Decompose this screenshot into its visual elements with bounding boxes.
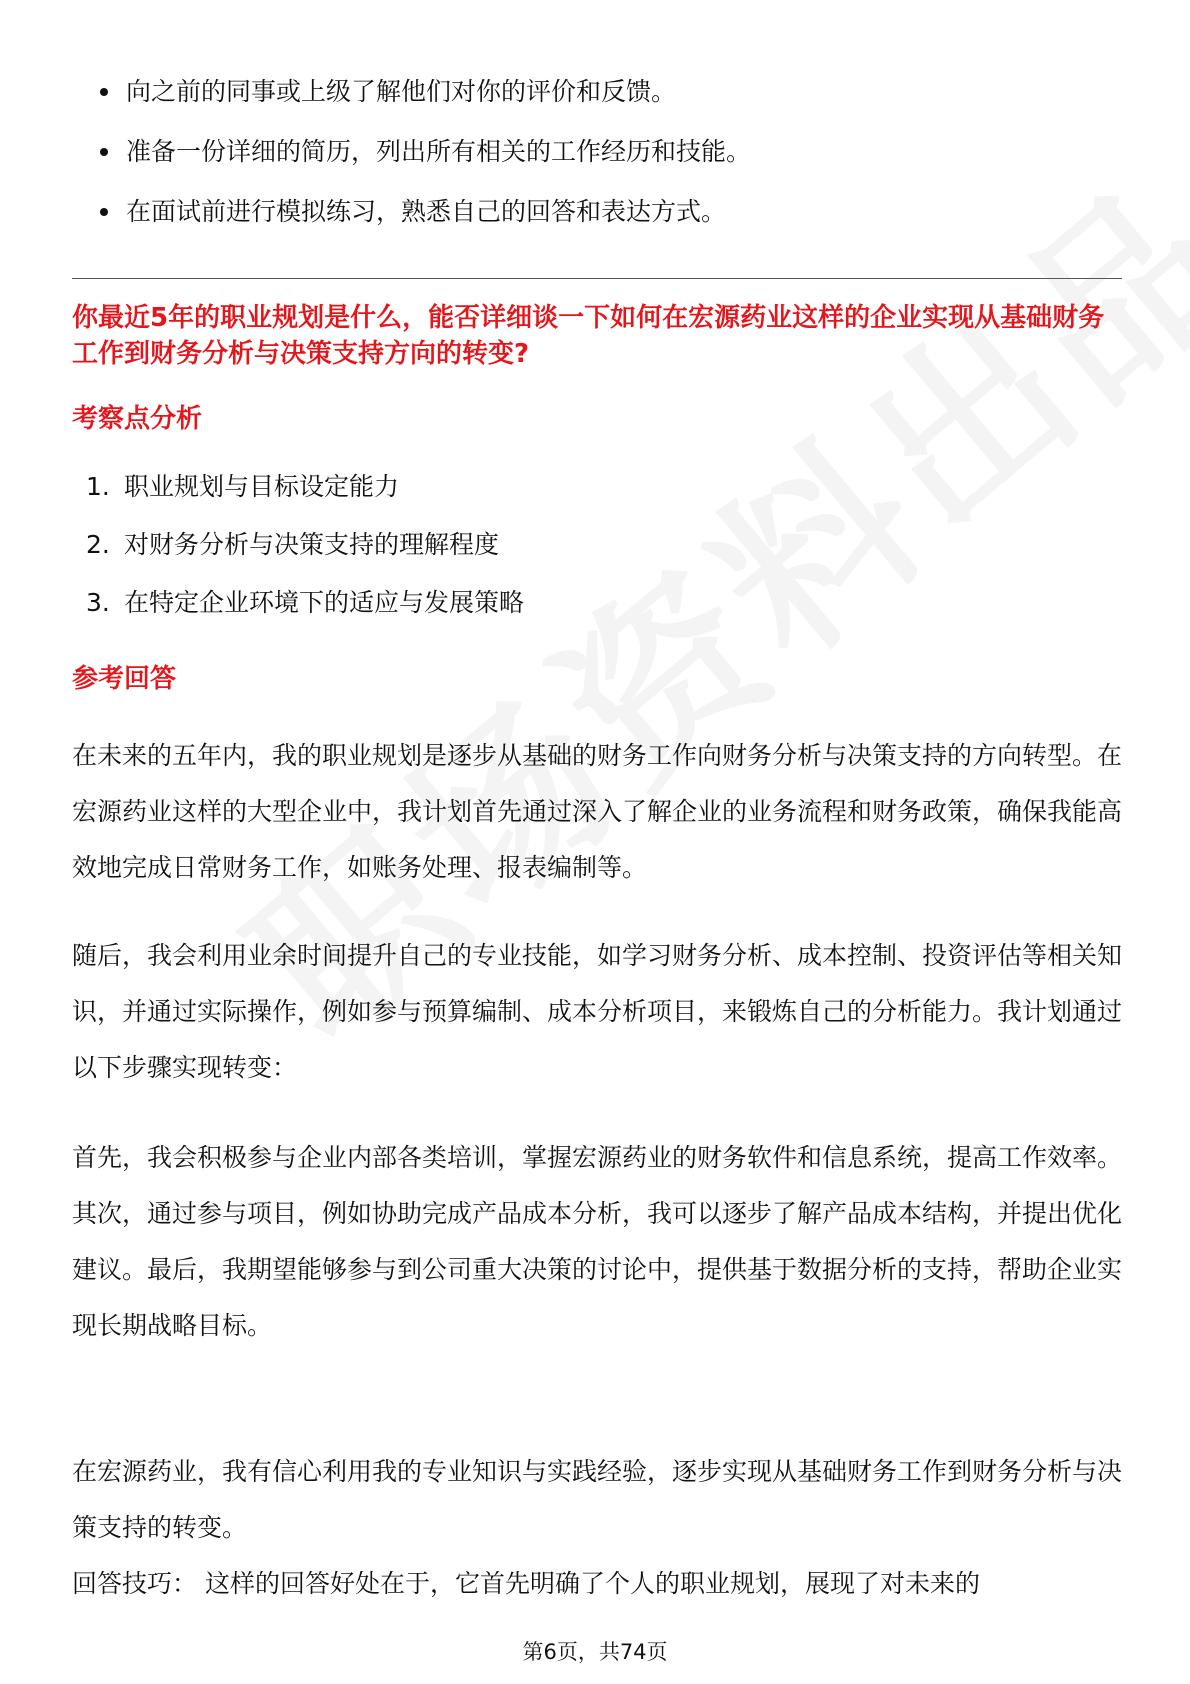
- section-divider: [72, 278, 1122, 279]
- list-item: 准备一份详细的简历，列出所有相关的工作经历和技能。: [98, 122, 1098, 182]
- answer-paragraph: 首先，我会积极参与企业内部各类培训，掌握宏源药业的财务软件和信息系统，提高工作效率。其次，通过参与项目，例如协助完成产品成本分析，我可以逐步了解产品成本结构，并提出优化建议。最后，我期望能够参与到公司重大决策的讨论中，提供基于数据分析的支持，帮助企业实现长期战略目标。: [72, 1143, 1123, 1340]
- list-item: 向之前的同事或上级了解他们对你的评价和反馈。: [98, 62, 1098, 122]
- answer-tip: 回答技巧： 这样的回答好处在于，它首先明确了个人的职业规划，展现了对未来的: [72, 1569, 980, 1598]
- answer-title: 参考回答: [72, 664, 177, 694]
- list-item: 在面试前进行模拟练习，熟悉自己的回答和表达方式。: [98, 182, 1098, 242]
- answer-paragraph: 在宏源药业，我有信心利用我的专业知识与实践经验，逐步实现从基础财务工作到财务分析与决策支持的转变。: [72, 1457, 1123, 1542]
- tips-list: [98, 62, 1098, 242]
- answer-paragraph: 在未来的五年内，我的职业规划是逐步从基础的财务工作向财务分析与决策支持的方向转型。在宏源药业这样的大型企业中，我计划首先通过深入了解企业的业务流程和财务政策，确保我能高效地完成日常财务工作，如账务处理、报表编制等。: [72, 741, 1123, 882]
- answer-paragraph: 随后，我会利用业余时间提升自己的专业技能，如学习财务分析、成本控制、投资评估等相关知识，并通过实际操作，例如参与预算编制、成本分析项目，来锻炼自己的分析能力。我计划通过以下步骤实现转变：: [72, 941, 1123, 1082]
- list-item: 1. 职业规划与目标设定能力: [86, 472, 400, 501]
- analysis-list: [86, 458, 1086, 632]
- analysis-title: 考察点分析: [72, 404, 203, 434]
- question-heading: 你最近5年的职业规划是什么，能否详细谈一下如何在宏源药业这样的企业实现从基础财务工作到财务分析与决策支持方向的转变?: [72, 303, 1105, 369]
- page-number: 第6页，共74页: [522, 1640, 668, 1664]
- list-item: 3. 在特定企业环境下的适应与发展策略: [86, 588, 525, 617]
- list-item: 2. 对财务分析与决策支持的理解程度: [86, 530, 500, 559]
